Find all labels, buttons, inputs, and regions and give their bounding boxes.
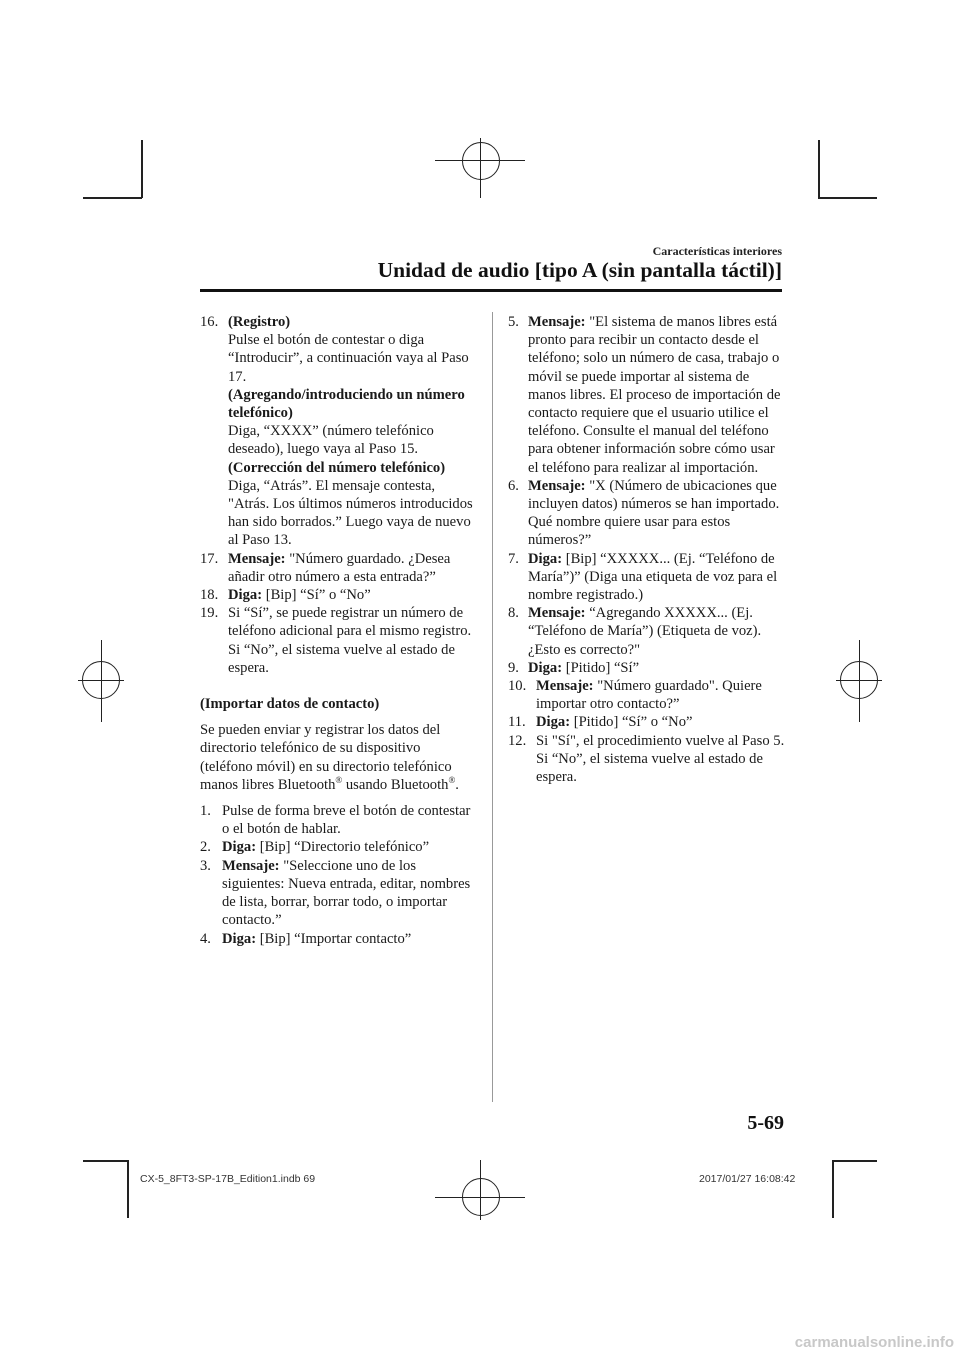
crop-mark [127,1160,129,1218]
crop-mark [141,140,143,198]
step-text: [Pitido] “Sí” o “No” [570,714,693,731]
step-label: Mensaje: [528,605,586,622]
step-label: Diga: [528,659,563,676]
header-rule [200,289,782,292]
step-text: Si “No”, el sistema vuelve al estado de espera. [228,641,455,676]
intro-paragraph: Se pueden enviar y registrar los datos del directorio telefónico de su dispositivo (teléfono móvil) en su directorio telefónico manos libres Bluetooth® usando Bluetooth®. [200,722,459,793]
list-item [200,930,475,948]
step-label: Diga: [228,587,263,604]
step-number: 19. [200,605,219,622]
step-number: 10. [508,678,527,695]
step-label: Diga: [222,839,257,856]
list-item [508,659,788,677]
list-item [200,802,475,838]
footer-timestamp: 2017/01/27 16:08:42 [699,1173,796,1185]
list-item [508,677,788,713]
step-number: 3. [200,857,211,874]
step-heading: (Corrección del número telefónico) [228,459,446,476]
step-text: Pulse el botón de contestar o diga “Introducir”, a continuación vaya al Paso 17. [228,332,469,385]
crop-mark [83,1160,128,1162]
crop-mark [818,140,820,198]
registered-symbol: ® [335,775,343,786]
step-text: "Número guardado". Quiere importar otro contacto?” [536,678,762,713]
step-label: Mensaje: [228,550,286,567]
step-number: 16. [200,314,219,330]
step-text: [Pitido] “Sí” [562,659,640,676]
step-text: Pulse de forma breve el botón de contestar o el botón de hablar. [222,803,471,838]
section-heading: (Importar datos de contacto) [200,696,380,713]
list-item [508,732,788,787]
list-item [200,313,475,550]
step-label: Diga: [222,930,257,947]
right-column [508,313,788,786]
step-number: 17. [200,550,219,567]
page-title: Unidad de audio [tipo A (sin pantalla táctil)] [377,258,782,282]
step-number: 6. [508,477,519,494]
step-label: Diga: [528,550,563,567]
step-label: Mensaje: [222,857,280,874]
step-number: 9. [508,659,519,676]
step-number: 4. [200,930,211,947]
step-number: 7. [508,550,519,567]
step-label: Mensaje: [528,314,586,330]
step-number: 18. [200,587,219,604]
column-divider [492,312,493,1102]
crop-mark [818,197,877,199]
step-text: “Agregando XXXXX... (Ej. “Teléfono de María”) (Etiqueta de voz). ¿Esto es correcto?" [528,605,762,658]
step-text: Diga, “XXXX” (número telefónico deseado), luego vaya al Paso 15. [228,423,434,458]
step-text: [Bip] “Importar contacto” [256,930,412,947]
list-item [200,857,475,930]
step-number: 12. [508,732,527,749]
list-item [508,713,788,731]
step-text: "Seleccione uno de los siguientes: Nueva entrada, editar, nombres de lista, borrar, borrar todo, o importar contacto.” [222,857,471,929]
step-text: [Bip] “Sí” o “No” [262,587,371,604]
step-number: 11. [508,714,526,731]
list-item [200,604,475,677]
step-text: [Bip] “Directorio telefónico” [256,839,430,856]
watermark: carmanualsonline.info [794,1334,954,1351]
footer-file: CX-5_8FT3-SP-17B_Edition1.indb 69 [140,1173,316,1185]
step-text: "X (Número de ubicaciones que incluyen datos) números se han importado. Qué nombre quiere usar para estos números?” [528,477,780,549]
step-heading: (Agregando/introduciendo un número telefónico) [228,386,465,422]
step-number: 8. [508,605,519,622]
step-text: "El sistema de manos libres está pronto para recibir un contacto desde el teléfono; solo un número de casa, trabajo o móvil se puede importar al sistema de manos libres. El proceso de importación de contacto requiere que el usuario utilice el teléfono. Consulte el manual del teléfono para obtener información sobre cómo usar el teléfono para realizar al importación. [528,314,781,476]
step-number: 5. [508,314,519,330]
list-item [508,313,788,477]
step-heading: (Registro) [228,314,291,330]
list-item [508,550,788,605]
list-item [508,477,788,550]
list-item [508,604,788,659]
crop-mark [832,1160,834,1218]
step-text: Si “Sí”, se puede registrar un número de teléfono adicional para el mismo registro. [228,605,472,640]
step-text: [Bip] “XXXXX... (Ej. “Teléfono de María”)” (Diga una etiqueta de voz para el nombre registrado.) [528,550,778,604]
step-number: 1. [200,803,211,820]
list-item [200,550,475,586]
step-label: Diga: [536,714,571,731]
list-item [200,586,475,604]
step-label: Mensaje: [528,477,586,494]
crop-mark [832,1160,877,1162]
list-item [200,838,475,856]
crop-mark [83,197,142,199]
step-text: Si "Sí", el procedimiento vuelve al Paso 5. [536,732,785,749]
step-text: Si “No”, el sistema vuelve al estado de espera. [536,750,763,786]
step-text: Diga, “Atrás”. El mensaje contesta, "Atrás. Los últimos números introducidos han sido borrados.” Luego vaya de nuevo al Paso 13. [228,477,473,549]
registered-symbol: ® [448,775,456,786]
step-text: "Número guardado. ¿Desea añadir otro número a esta entrada?” [228,550,451,585]
left-column [200,313,475,948]
section-label: Características interiores [652,244,782,258]
page-number: 5-69 [747,1112,784,1134]
step-number: 2. [200,839,211,856]
step-label: Mensaje: [536,678,594,695]
